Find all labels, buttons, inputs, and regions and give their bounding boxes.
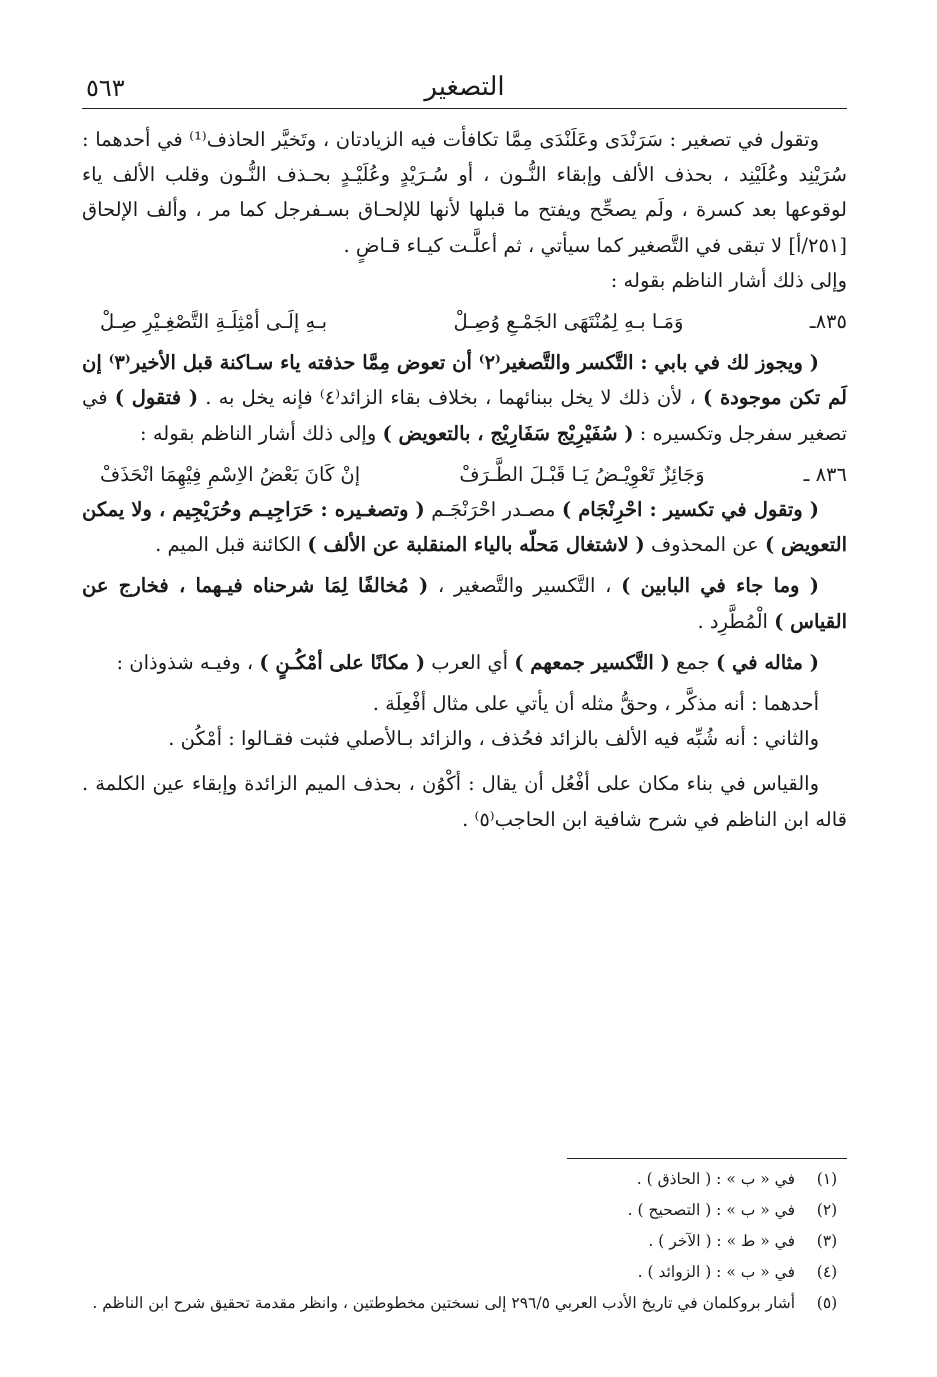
bold-text: ( مكانًا على أمْكُـنٍ ) [259,650,426,674]
plain-text: في تصغير سفرجل وتكسيره : [82,386,847,445]
footnote-number: (٢) [816,1201,838,1219]
verse-first-hemistich: وَمَـا بـهِ لِمُنْتَهَى الجَمْـعِ وُصِـلْ [453,310,684,334]
paragraph: والقياس في بناء مكان على أفْعُل أن يقال : أكْوُن ، بحذف الميم الزائدة وإبقاء عين الكلمة . قاله ابن الناظم في شرح شافية ابن الحاجب⁽٥⁾ . [82,772,847,831]
bold-text: ( مُخالفًا لِمَا شرحناه فيـهما ، فخارج عن القياس ) [82,574,847,633]
bold-text: ( وتصغـيره : حَرَاجِيـم وحُرَيْجِيم ، ولا يمكن التعويض ) [82,498,847,557]
verse-835 [82,304,847,339]
verse-first-hemistich: وَجَائِزٌ تَعْوِيْـضُ يَـا قَبْـلَ الطَّـرَفْ [459,462,705,486]
verse-number: ٨٣٦ ـ [803,462,847,486]
plain-text: الكائنة قبل الميم . [155,533,308,557]
bold-text: ( سُفَيْرِيْج سَفَارِيْج ، بالتعويض ) [382,421,634,445]
footnote-text: في « ب » : ( الزوائد ) . [637,1263,795,1281]
footnote-text: في « ب » : ( الحاذق ) . [636,1170,795,1188]
plain-text: ، لأن ذلك لا يخل ببنائهما ، بخلاف بقاء الزائد⁽٤⁾ فإنه يخل به . [198,386,703,410]
plain-text: عن المحذوف [644,533,765,557]
page-number: ٥٦٣ [86,74,125,102]
plain-text: جمع [669,650,716,674]
plain-text: مصـدر احْرَنْجَـم [424,498,562,522]
paragraph: أحدهما : أنه مذكَّر ، وحقُّ مثله أن يأتي على مثال أفْعِلَة . [372,692,819,716]
main-text [82,122,847,837]
bold-text: ( لاشتغال مَحلّه بالياء المنقلبة عن الألف ) [307,533,645,557]
paragraph [82,568,847,638]
footnote [82,1257,847,1288]
verse-second-hemistich: إنْ كَانَ بَعْضُ الاِسْمِ فِيْهِمَا انْحَذَفْ [100,462,361,486]
bold-text: ( وما جاء في البابين ) [621,574,819,598]
footnote [82,1195,847,1226]
plain-text: وإلى ذلك أشار الناظم بقوله : [140,421,383,445]
bold-text: ( التَّكسير جمعهم ) [514,650,670,674]
footnote-number: (٣) [816,1232,838,1250]
plain-text: الْمُطَّرِد . [697,609,775,633]
footnote-text: أشار بروكلمان في تاريخ الأدب العربي ٢٩٦/٥ إلى نسختين مخطوطتين ، وانظر مقدمة تحقيق شرح ابن الناظم . [92,1294,795,1312]
bold-text: ( ويجوز لك في بابي : التَّكسر والتَّصغير⁽٢⁾ أن تعوض مِمَّا حذفته ياء سـاكنة قبل الأخير⁽٣⁾ إن لَم تكن موجودة ) [82,351,847,410]
plain-text: ، وفيـه شذوذان : [116,650,260,674]
running-title: التصغير [424,72,505,102]
page-header [82,70,847,109]
footnote [82,1226,847,1257]
paragraph [82,345,847,451]
footnote-number: (٥) [816,1294,838,1312]
footnote-number: (٤) [816,1263,838,1281]
footnote [82,1288,847,1319]
paragraph: والثاني : أنه شُبِّه فيه الألف بالزائد فحُذف ، والزائد بـالأصلي فثبت فقـالوا : أمْكُن . [168,727,819,751]
verse-number: ٨٣٥ـ [809,310,847,334]
footnote-separator [567,1158,847,1159]
paragraph [82,492,847,562]
footnote-text: في « ب » : ( التصحيح ) . [627,1201,795,1219]
footnote-text: في « ط » : ( الآخر ) . [648,1232,795,1250]
paragraph: وإلى ذلك أشار الناظم بقوله : [610,268,847,292]
paragraph: وتقول في تصغير : سَرَنْدَى وعَلَنْدَى مِمَّا تكافأت فيه الزيادتان ، وتَخيَّر الحاذف⁽¹⁾ في أحدهما : سُرَيْنِد وعُلَيْنِد ، بحذف الألف وإبقاء النُّـون ، أو سُـرَيْدٍ وعُلَيْـدٍ بحـذف النُّـون وقلب الألف ياء لوقوعها بعد كسرة ، ولَم يصحِّح ويفتح ما قبلها لأنها للإلحـاق بسـفرجل كما مر ، وألف الإلحاق [٢٥١/أ] لا تبقى في التَّصغير كما سيأتي ، ثم أعلَّـت كيـاء قـاضٍ . [82,128,847,257]
bold-text: ( وتقول في تكسير : احْرِنْجَام ) [561,498,819,522]
footnote [82,1164,847,1195]
paragraph [82,645,847,680]
plain-text: ، التَّكسير والتَّصغير ، [428,574,622,598]
verse-836 [82,457,847,492]
footnote-number: (١) [816,1170,838,1188]
footnotes [82,1164,847,1319]
bold-text: ( فتقول ) [114,386,199,410]
verse-second-hemistich: بـهِ إلَـى أمْثِلَـةِ التَّصْغِـيْرِ صِـلْ [100,310,328,334]
bold-text: ( مثاله في ) [715,650,819,674]
plain-text: أي العرب [425,650,515,674]
